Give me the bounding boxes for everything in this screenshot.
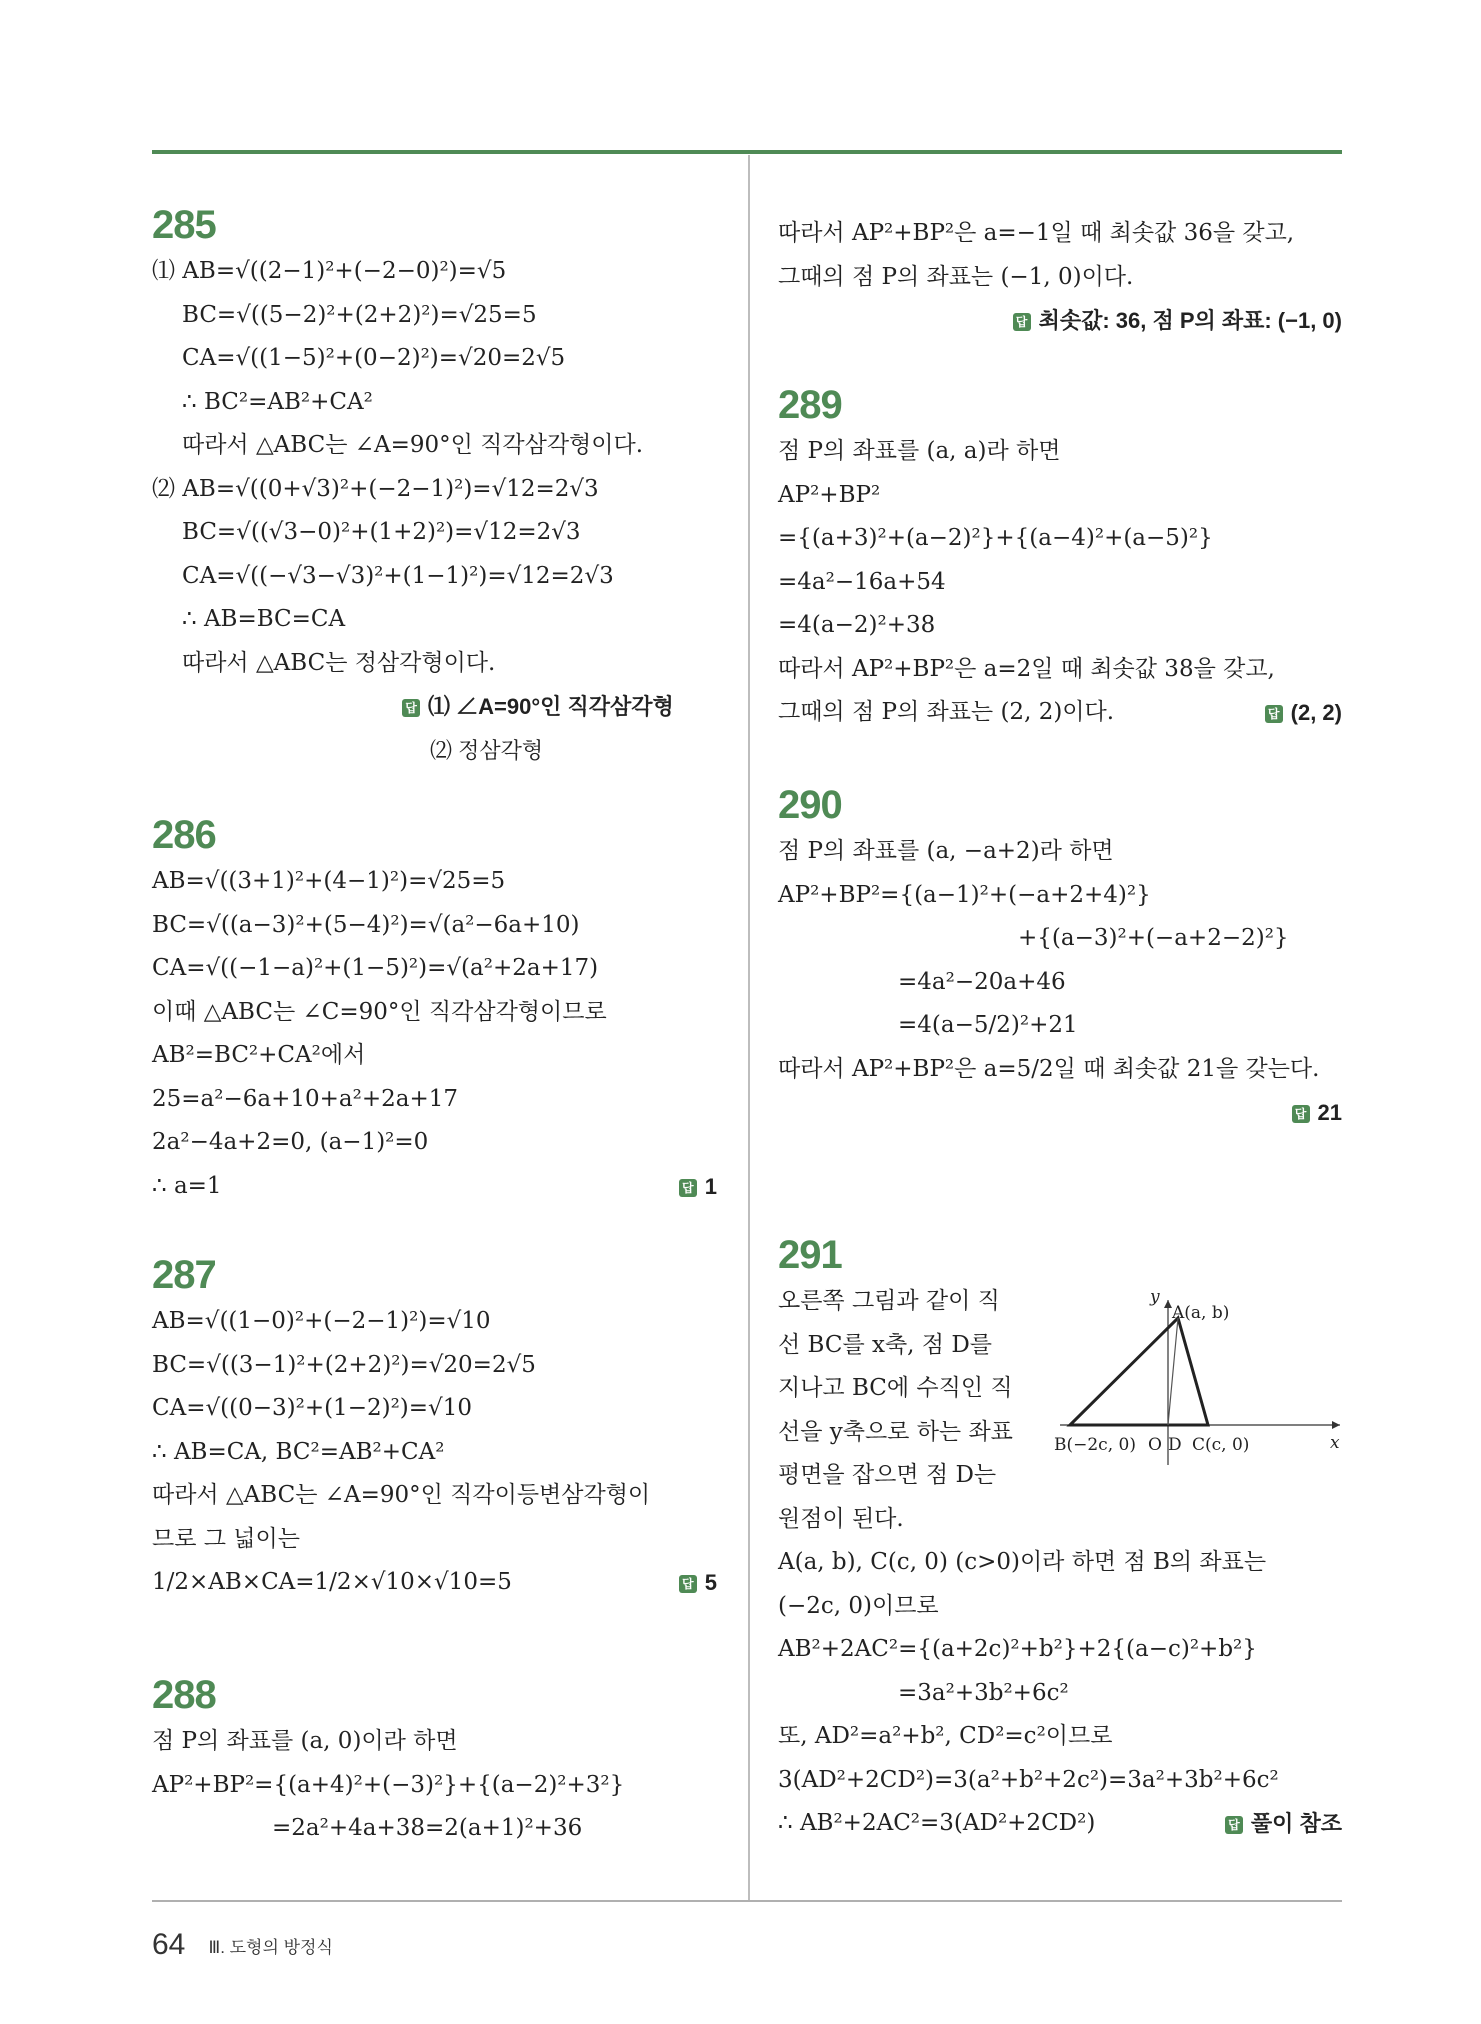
- answer-text: 5: [704, 1570, 717, 1595]
- chapter-title: Ⅲ. 도형의 방정식: [208, 1937, 333, 1957]
- solution-line: BC=√((a−3)²+(5−4)²)=√(a²−6a+10): [152, 911, 580, 938]
- answer-badge-icon: 답: [1225, 1816, 1243, 1834]
- segment-ad: [1168, 1318, 1178, 1425]
- coordinate-figure: [1050, 1280, 1350, 1475]
- solution-line: 원점이 된다.: [778, 1505, 904, 1532]
- solution-line: 지나고 BC에 수직인 직: [778, 1375, 1013, 1401]
- solution-line: 25=a²−6a+10+a²+2a+17: [152, 1085, 458, 1112]
- last-line-with-answer: [152, 1561, 717, 1605]
- solution-line: BC=√((5−2)²+(2+2)²)=√25=5: [182, 301, 537, 328]
- top-rule: [152, 150, 1342, 154]
- page-footer: [152, 1928, 333, 1968]
- answer-badge-icon: 답: [679, 1575, 697, 1593]
- solution-line: 2a²−4a+2=0, (a−1)²=0: [152, 1129, 429, 1155]
- solution-line: AB=√((3+1)²+(4−1)²)=√25=5: [152, 868, 506, 894]
- problem-288-continued: [778, 212, 1342, 343]
- answer-badge-icon: 답: [1013, 313, 1031, 331]
- solution-line: ∴ a=1: [152, 1172, 222, 1199]
- answer-continued: ⑵ 정삼각형: [430, 737, 544, 763]
- answer: [679, 1165, 717, 1209]
- problem-288: [152, 1670, 717, 1851]
- y-axis-arrow-icon: [1164, 1300, 1172, 1308]
- problem-number: 291: [778, 1233, 842, 1277]
- text-with-figure: [778, 1280, 1342, 1541]
- answer-badge-icon: 답: [1265, 705, 1283, 723]
- last-line-with-answer: [778, 1802, 1342, 1846]
- solution-line: 따라서 △ABC는 정삼각형이다.: [182, 649, 496, 676]
- solution-line: BC=√((√3−0)²+(1+2)²)=√12=2√3: [182, 519, 581, 545]
- solution-line: ⑴ AB=√((2−1)²+(−2−0)²)=√5: [152, 258, 507, 284]
- solution-line: 그때의 점 P의 좌표는 (−1, 0)이다.: [778, 263, 1134, 290]
- problem-291: [778, 1230, 1342, 1846]
- answer: [778, 299, 1342, 343]
- solution-line: 또, AD²=a²+b², CD²=c²이므로: [778, 1723, 1113, 1749]
- label-b: B(−2c, 0): [1054, 1435, 1136, 1455]
- problem-number: 285: [152, 203, 216, 247]
- solution-line: 따라서 AP²+BP²은 a=2일 때 최솟값 38을 갖고,: [778, 655, 1275, 682]
- problem-number: 289: [778, 383, 842, 427]
- solution-line: 3(AD²+2CD²)=3(a²+b²+2c²)=3a²+3b²+6c²: [778, 1766, 1279, 1793]
- solution-line: 따라서 △ABC는 ∠A=90°인 직각삼각형이다.: [182, 432, 644, 458]
- solution-line: ∴ AB=BC=CA: [182, 606, 346, 632]
- solution-line: =4(a−2)²+38: [778, 612, 936, 638]
- answer: [679, 1561, 717, 1605]
- answer: [152, 685, 717, 729]
- solution-line: 따라서 △ABC는 ∠A=90°인 직각이등변삼각형이: [152, 1482, 651, 1508]
- solution-line: =3a²+3b²+6c²: [898, 1679, 1069, 1706]
- problem-285: [152, 200, 717, 772]
- solution-line: =4(a−5/2)²+21: [898, 1012, 1078, 1038]
- answer-badge-icon: 답: [679, 1179, 697, 1197]
- x-axis-arrow-icon: [1332, 1421, 1340, 1429]
- label-a: A(a, b): [1172, 1303, 1230, 1323]
- solution-line: ={(a+3)²+(a−2)²}+{(a−4)²+(a−5)²}: [778, 525, 1213, 551]
- answer-text: ⑴ ∠A=90°인 직각삼각형: [428, 694, 674, 719]
- problem-286: [152, 810, 717, 1208]
- bottom-rule: [152, 1900, 1342, 1902]
- solution-line: 그때의 점 P의 좌표는 (2, 2)이다.: [778, 699, 1115, 725]
- answer-badge-icon: 답: [1292, 1105, 1310, 1123]
- solution-line: 평면을 잡으면 점 D는: [778, 1462, 997, 1488]
- solution-line: =2a²+4a+38=2(a+1)²+36: [272, 1815, 583, 1841]
- solution-line: AB²+2AC²={(a+2c)²+b²}+2{(a−c)²+b²}: [778, 1636, 1257, 1662]
- problem-289: [778, 380, 1342, 735]
- label-c: C(c, 0): [1192, 1435, 1250, 1455]
- solution-line: 므로 그 넓이는: [152, 1525, 300, 1552]
- solution-line: 따라서 AP²+BP²은 a=5/2일 때 최솟값 21을 갖는다.: [778, 1055, 1320, 1082]
- solution-line: AB²=BC²+CA²에서: [152, 1042, 366, 1068]
- solution-line: BC=√((3−1)²+(2+2)²)=√20=2√5: [152, 1351, 536, 1378]
- solution-line: (−2c, 0)이므로: [778, 1592, 939, 1619]
- answer: [1265, 691, 1342, 735]
- column-divider: [748, 155, 750, 1900]
- answer-text: 풀이 참조: [1250, 1811, 1342, 1836]
- intro-text: [778, 1280, 1048, 1541]
- solution-line: 선 BC를 x축, 점 D를: [778, 1331, 992, 1358]
- problem-287: [152, 1250, 717, 1605]
- solution-line: =4a²−16a+54: [778, 568, 946, 595]
- answer: [778, 1091, 1342, 1135]
- solution-line: CA=√((−√3−√3)²+(1−1)²)=√12=2√3: [182, 562, 614, 589]
- answer-text: (2, 2): [1290, 700, 1342, 725]
- answer-badge-icon: 답: [402, 699, 420, 717]
- solution-line: +{(a−3)²+(−a+2−2)²}: [1018, 925, 1289, 951]
- solution-line: 따라서 AP²+BP²은 a=−1일 때 최솟값 36을 갖고,: [778, 220, 1295, 246]
- answer-text: 21: [1317, 1100, 1342, 1125]
- solution-line: ⑵ AB=√((0+√3)²+(−2−1)²)=√12=2√3: [152, 475, 599, 502]
- answer-text: 1: [704, 1173, 717, 1199]
- solution-line: AB=√((1−0)²+(−2−1)²)=√10: [152, 1308, 491, 1334]
- solution-line: CA=√((1−5)²+(0−2)²)=√20=2√5: [182, 345, 566, 371]
- problem-number: 290: [778, 783, 842, 827]
- solution-line: 오른쪽 그림과 같이 직: [778, 1288, 1000, 1314]
- solution-line: ∴ BC²=AB²+CA²: [182, 388, 373, 415]
- solution-line: ∴ AB²+2AC²=3(AD²+2CD²): [778, 1810, 1096, 1836]
- problem-290: [778, 780, 1342, 1135]
- solution-line: 점 P의 좌표를 (a, a)라 하면: [778, 438, 1061, 464]
- label-o: O: [1148, 1435, 1162, 1455]
- triangle-abc: [1070, 1318, 1208, 1425]
- solution-line: CA=√((0−3)²+(1−2)²)=√10: [152, 1395, 472, 1421]
- solution-line: =4a²−20a+46: [898, 968, 1066, 995]
- label-y: y: [1150, 1287, 1160, 1307]
- solution-line: A(a, b), C(c, 0) (c>0)이라 하면 점 B의 좌표는: [778, 1549, 1267, 1575]
- answer: [1225, 1802, 1342, 1846]
- problem-number: 287: [152, 1253, 216, 1297]
- last-line-with-answer: [152, 1165, 717, 1209]
- solution-line: 이때 △ABC는 ∠C=90°인 직각삼각형이므로: [152, 998, 607, 1025]
- solution-line: 1/2×AB×CA=1/2×√10×√10=5: [152, 1569, 512, 1595]
- page-number: 64: [152, 1928, 186, 1961]
- solution-line: 선을 y축으로 하는 좌표: [778, 1418, 1013, 1445]
- label-x: x: [1330, 1433, 1340, 1453]
- solution-line: 점 P의 좌표를 (a, 0)이라 하면: [152, 1728, 458, 1754]
- solution-line: AP²+BP²={(a−1)²+(−a+2+4)²}: [778, 881, 1151, 908]
- solution-line: AP²+BP²={(a+4)²+(−3)²}+{(a−2)²+3²}: [152, 1771, 625, 1798]
- solution-line: AP²+BP²: [778, 481, 881, 508]
- problem-number: 288: [152, 1673, 216, 1717]
- last-line-with-answer: [778, 691, 1342, 735]
- solution-line: ∴ AB=CA, BC²=AB²+CA²: [152, 1438, 445, 1465]
- solution-line: CA=√((−1−a)²+(1−5)²)=√(a²+2a+17): [152, 955, 599, 981]
- solution-line: 점 P의 좌표를 (a, −a+2)라 하면: [778, 838, 1114, 864]
- problem-number: 286: [152, 813, 216, 857]
- label-d: D: [1168, 1435, 1182, 1455]
- answer-text: 최솟값: 36, 점 P의 좌표: (−1, 0): [1038, 308, 1342, 333]
